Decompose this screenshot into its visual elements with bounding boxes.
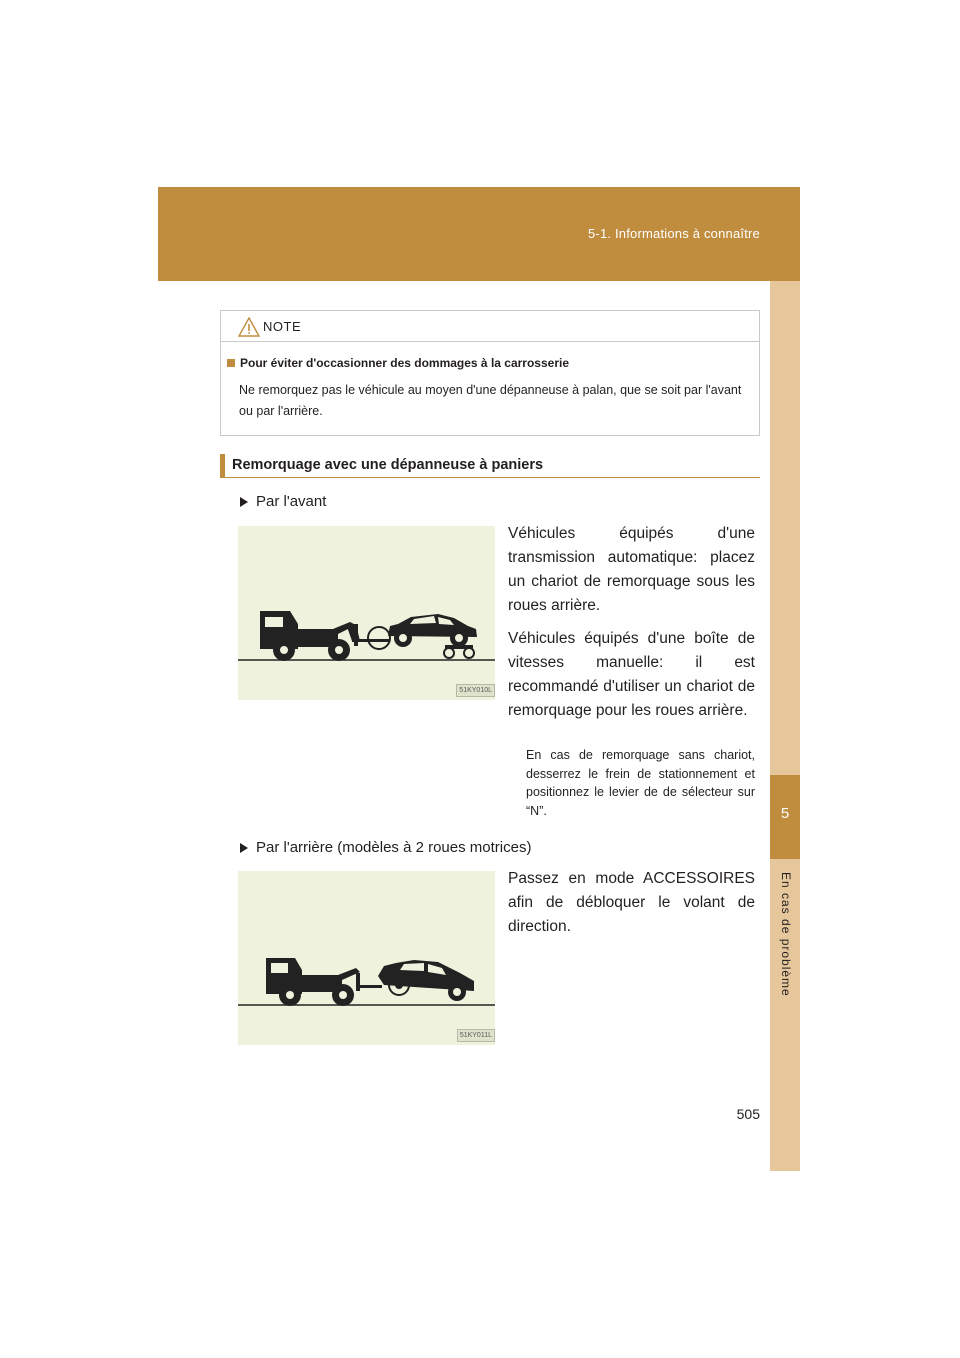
- section-accent-bar: [220, 454, 225, 477]
- triangle-bullet-icon: [240, 497, 248, 507]
- front-figure-code: 51KY010L: [456, 684, 495, 697]
- warning-triangle-icon: [238, 317, 260, 337]
- rear-towing-figure: [238, 871, 495, 1045]
- front-bullet-text: Par l'avant: [256, 493, 327, 510]
- chapter-number: 5: [780, 805, 790, 822]
- note-text: Ne remorquez pas le véhicule au moyen d'une dépanneuse à palan, que se soit par l'avant ou par l'arrière.: [239, 383, 742, 418]
- rear-bullet-text: Par l'arrière (modèles à 2 roues motrices): [256, 839, 532, 856]
- rear-bullet: [240, 839, 531, 856]
- triangle-bullet-icon: [240, 843, 248, 853]
- note-header: [221, 311, 759, 342]
- page-number: 505: [736, 1106, 760, 1122]
- section-title: Remorquage avec une dépanneuse à paniers: [232, 457, 544, 473]
- front-paragraph-2: Véhicules équipés d'une boîte de vitesses manuelle: il est recommandé d'utiliser un chariot de remorquage pour les roues arrière.: [508, 630, 755, 719]
- rear-tow-truck-illustration: [238, 871, 495, 1045]
- section-header-title: 5-1. Informations à connaître: [587, 226, 760, 241]
- front-bullet: [240, 493, 326, 510]
- section-heading: [220, 454, 760, 478]
- chapter-number-box: [770, 775, 800, 859]
- chapter-title: En cas de problème: [779, 872, 793, 997]
- note-box: [220, 310, 760, 436]
- front-towing-figure: [238, 526, 495, 700]
- square-bullet-icon: [227, 359, 235, 367]
- front-body-text: [508, 522, 755, 732]
- note-label: NOTE: [263, 319, 302, 334]
- rear-body-text: [508, 867, 755, 948]
- note-subheading: [227, 356, 569, 370]
- front-tow-truck-illustration: [238, 526, 495, 700]
- front-note-text: En cas de remorquage sans chariot, desserrez le frein de stationnement et positionnez le levier de de sélecteur sur “N”.: [526, 748, 755, 818]
- header-band: [158, 187, 800, 281]
- rear-figure-code: 51KY011L: [457, 1029, 495, 1042]
- rear-paragraph: Passez en mode ACCESSOIRES afin de débloquer le volant de direction.: [508, 870, 755, 935]
- note-subheading-text: Pour éviter d'occasionner des dommages à la carrosserie: [240, 356, 569, 370]
- front-paragraph-1: Véhicules équipés d'une transmission automatique: placez un chariot de remorquage sous les roues arrière.: [508, 525, 755, 614]
